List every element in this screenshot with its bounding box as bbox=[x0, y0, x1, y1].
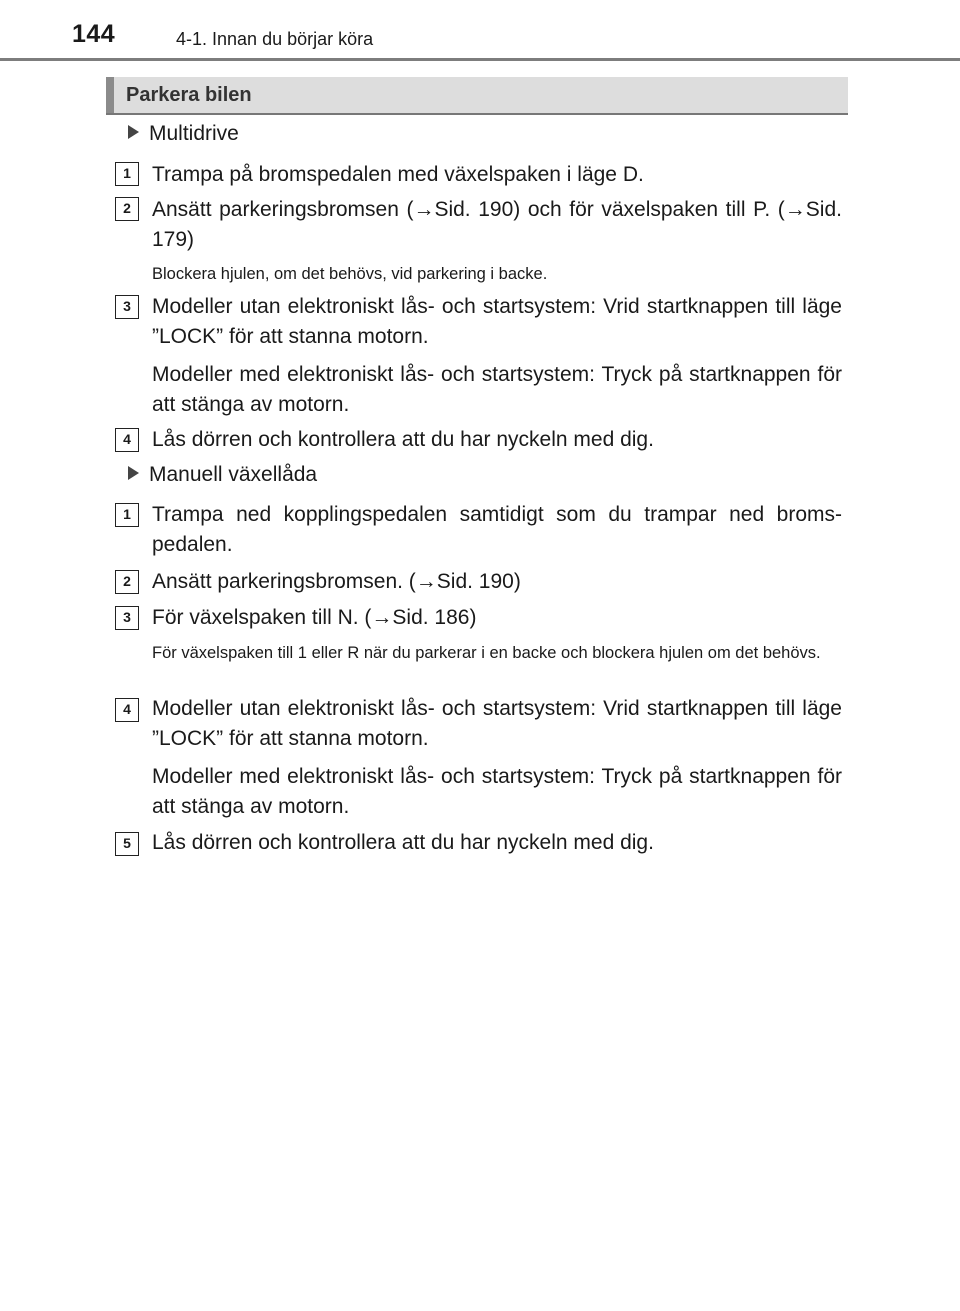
step-text: Ansätt parkeringsbromsen. (→Sid. 190) bbox=[152, 570, 521, 593]
section-heading bbox=[106, 77, 848, 113]
step-text: För växelspaken till N. (→Sid. 186) bbox=[152, 606, 477, 629]
step-text: Trampa på bromspedalen med växelspaken i läge D. bbox=[152, 163, 644, 186]
step-number: 4 bbox=[115, 698, 139, 722]
subheading-multidrive bbox=[128, 122, 239, 146]
step-text: Modeller utan elektroniskt lås- och startsystem: Vrid startknappen till läge ”LOCK” för att stanna motorn. bbox=[152, 697, 842, 750]
page-header bbox=[0, 0, 960, 62]
subheading-label: Manuell växellåda bbox=[149, 463, 318, 486]
step-text: Ansätt parkeringsbromsen (→Sid. 190) och för växelspaken till P. (→Sid. 179) bbox=[152, 198, 842, 251]
section-accent-bar bbox=[106, 77, 114, 113]
step-text: Lås dörren och kontrollera att du har nyckeln med dig. bbox=[152, 831, 654, 854]
step-note: För växelspaken till 1 eller R när du parkerar i en backe och blockera hjulen om det behövs. bbox=[152, 644, 821, 662]
step-text-alt: Modeller med elektroniskt lås- och startsystem: Tryck på startknappen för att stänga av motorn. bbox=[152, 765, 842, 818]
triangle-bullet-icon bbox=[128, 125, 139, 139]
step-number: 2 bbox=[115, 197, 139, 221]
step-text: Trampa ned kopplingspedalen samtidigt som du trampar ned broms-pedalen. bbox=[152, 503, 842, 556]
step-number: 3 bbox=[115, 295, 139, 319]
step-number: 5 bbox=[115, 832, 139, 856]
subheading-label: Multidrive bbox=[149, 122, 239, 145]
step-number: 1 bbox=[115, 503, 139, 527]
triangle-bullet-icon bbox=[128, 466, 139, 480]
chapter-title: 4-1. Innan du börjar köra bbox=[176, 29, 374, 49]
subheading-manual bbox=[128, 463, 317, 487]
step-text: Modeller utan elektroniskt lås- och startsystem: Vrid startknappen till läge ”LOCK” för att stanna motorn. bbox=[152, 295, 842, 348]
section-title: Parkera bilen bbox=[126, 84, 252, 106]
step-number: 1 bbox=[115, 162, 139, 186]
step-text-alt: Modeller med elektroniskt lås- och startsystem: Tryck på startknappen för att stänga av motorn. bbox=[152, 363, 842, 416]
step-note: Blockera hjulen, om det behövs, vid parkering i backe. bbox=[152, 265, 548, 283]
step-number: 4 bbox=[115, 428, 139, 452]
step-number: 3 bbox=[115, 606, 139, 630]
step-number: 2 bbox=[115, 570, 139, 594]
page-number: 144 bbox=[72, 20, 116, 48]
header-divider bbox=[0, 58, 960, 61]
section-divider bbox=[106, 113, 848, 115]
step-text: Lås dörren och kontrollera att du har nyckeln med dig. bbox=[152, 428, 654, 451]
